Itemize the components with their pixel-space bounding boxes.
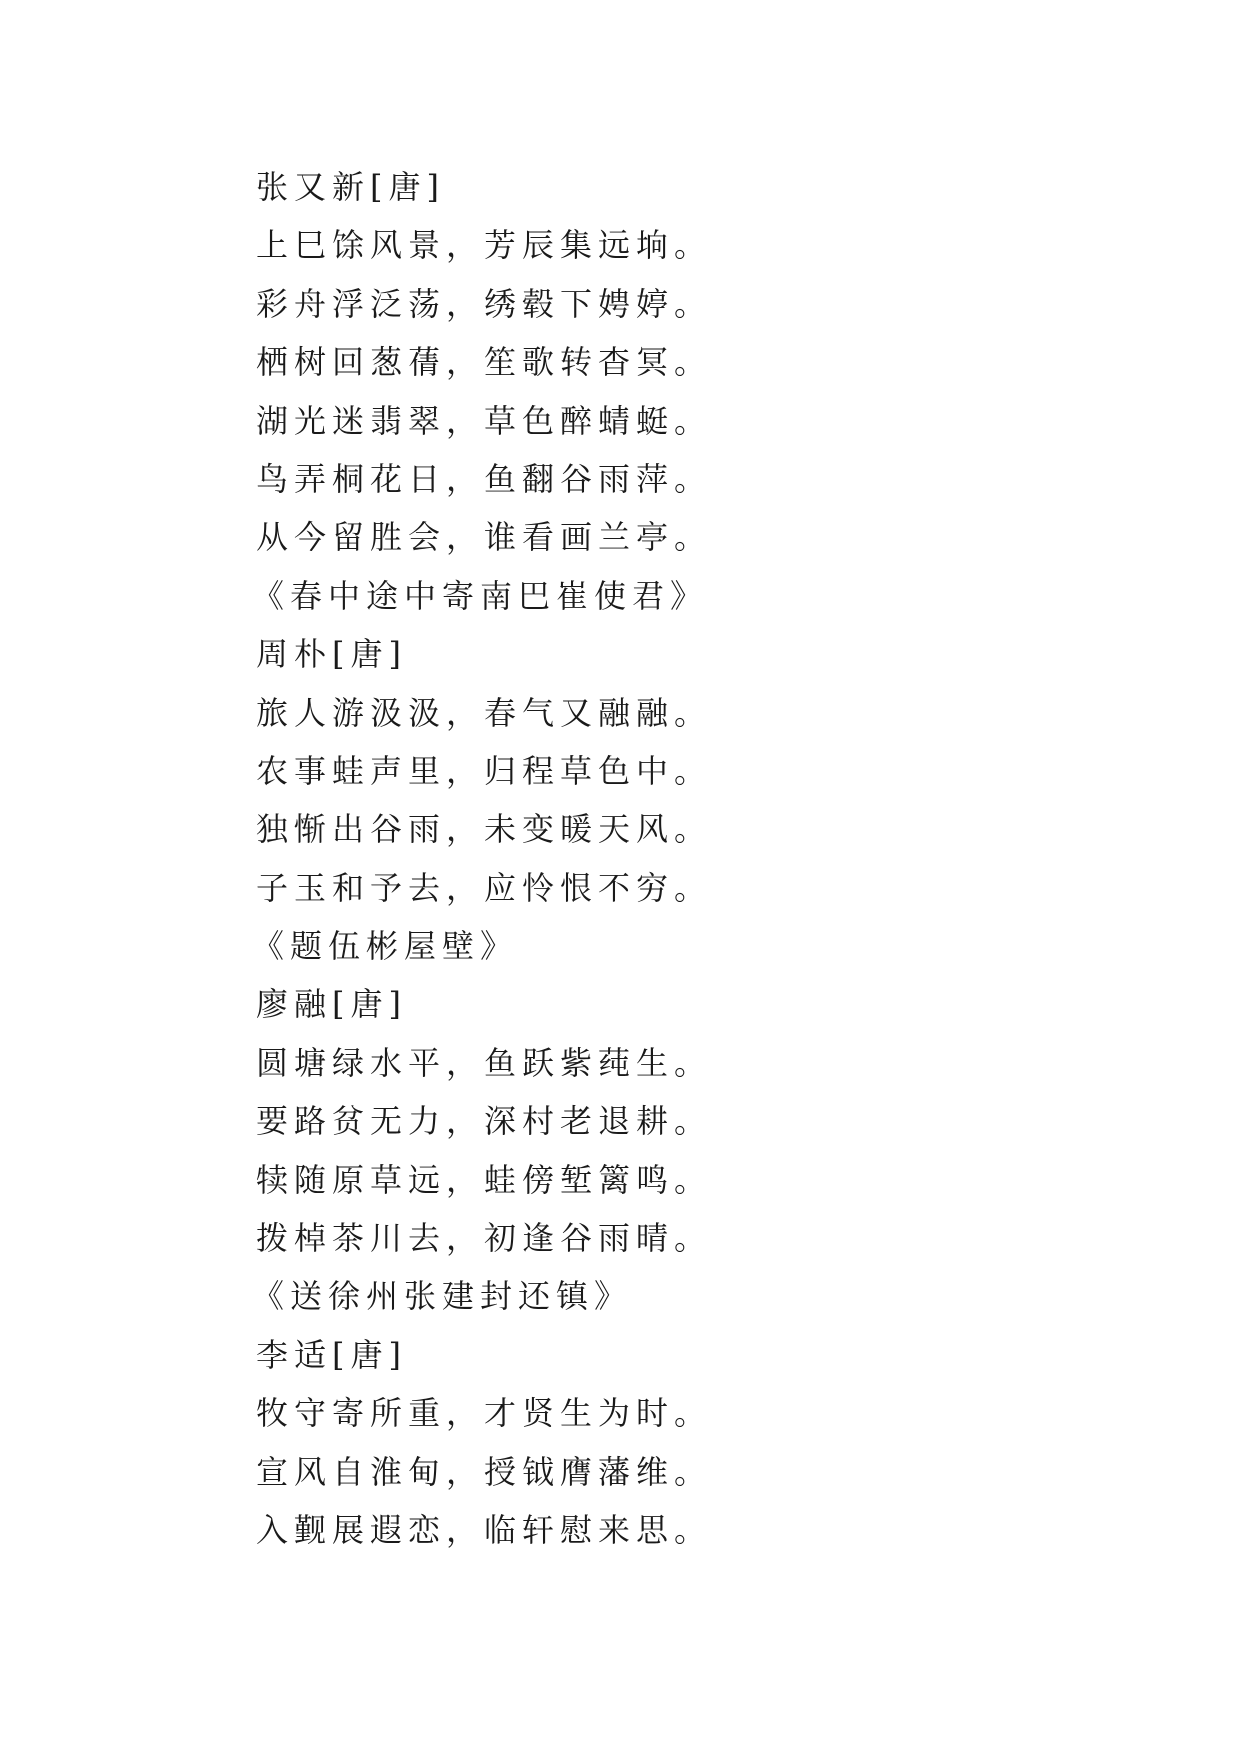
poem-author-line: 周朴[唐] xyxy=(256,635,407,674)
poem-verse-line: 上巳馀风景，芳辰集远垧。 xyxy=(256,226,713,265)
poem-verse-line: 入觐展遐恋，临轩慰来思。 xyxy=(256,1510,713,1549)
poem-verse-line: 从今留胜会，谁看画兰亭。 xyxy=(256,518,713,557)
poem-verse-line: 圆塘绿水平，鱼跃紫莼生。 xyxy=(256,1043,713,1082)
poem-text-column xyxy=(252,158,956,1559)
poem-title-line: 《送徐州张建封还镇》 xyxy=(252,1277,633,1316)
poem-author-line: 李适[唐] xyxy=(256,1335,407,1374)
poem-verse-line: 旅人游汲汲，春气又融融。 xyxy=(256,693,713,732)
poem-verse-line: 犊随原草远，蛙傍堑篱鸣。 xyxy=(256,1160,713,1199)
poem-verse-line: 要路贫无力，深村老退耕。 xyxy=(256,1102,713,1141)
poem-verse-line: 独惭出谷雨，未变暖天风。 xyxy=(256,810,713,849)
poem-verse-line: 拨棹茶川去，初逢谷雨晴。 xyxy=(256,1219,713,1258)
poem-title-line: 《题伍彬屋壁》 xyxy=(252,927,519,966)
poem-verse-line: 牧守寄所重，才贤生为时。 xyxy=(256,1394,713,1433)
poem-verse-line: 农事蛙声里，归程草色中。 xyxy=(256,751,713,790)
poem-verse-line: 栖树回葱蒨，笙歌转杳冥。 xyxy=(256,343,713,382)
poem-title-line: 《春中途中寄南巴崔使君》 xyxy=(252,576,709,615)
poem-verse-line: 鸟弄桐花日，鱼翻谷雨萍。 xyxy=(256,459,713,498)
poem-verse-line: 湖光迷翡翠，草色醉蜻蜓。 xyxy=(256,401,713,440)
poem-author-line: 廖融[唐] xyxy=(256,985,407,1024)
poem-verse-line: 宣风自淮甸，授钺膺藩维。 xyxy=(256,1452,713,1491)
poem-verse-line: 子玉和予去，应怜恨不穷。 xyxy=(256,868,713,907)
poem-author-line: 张又新[唐] xyxy=(256,168,445,206)
poem-verse-line: 彩舟浮泛荡，绣毂下娉婷。 xyxy=(256,284,713,323)
